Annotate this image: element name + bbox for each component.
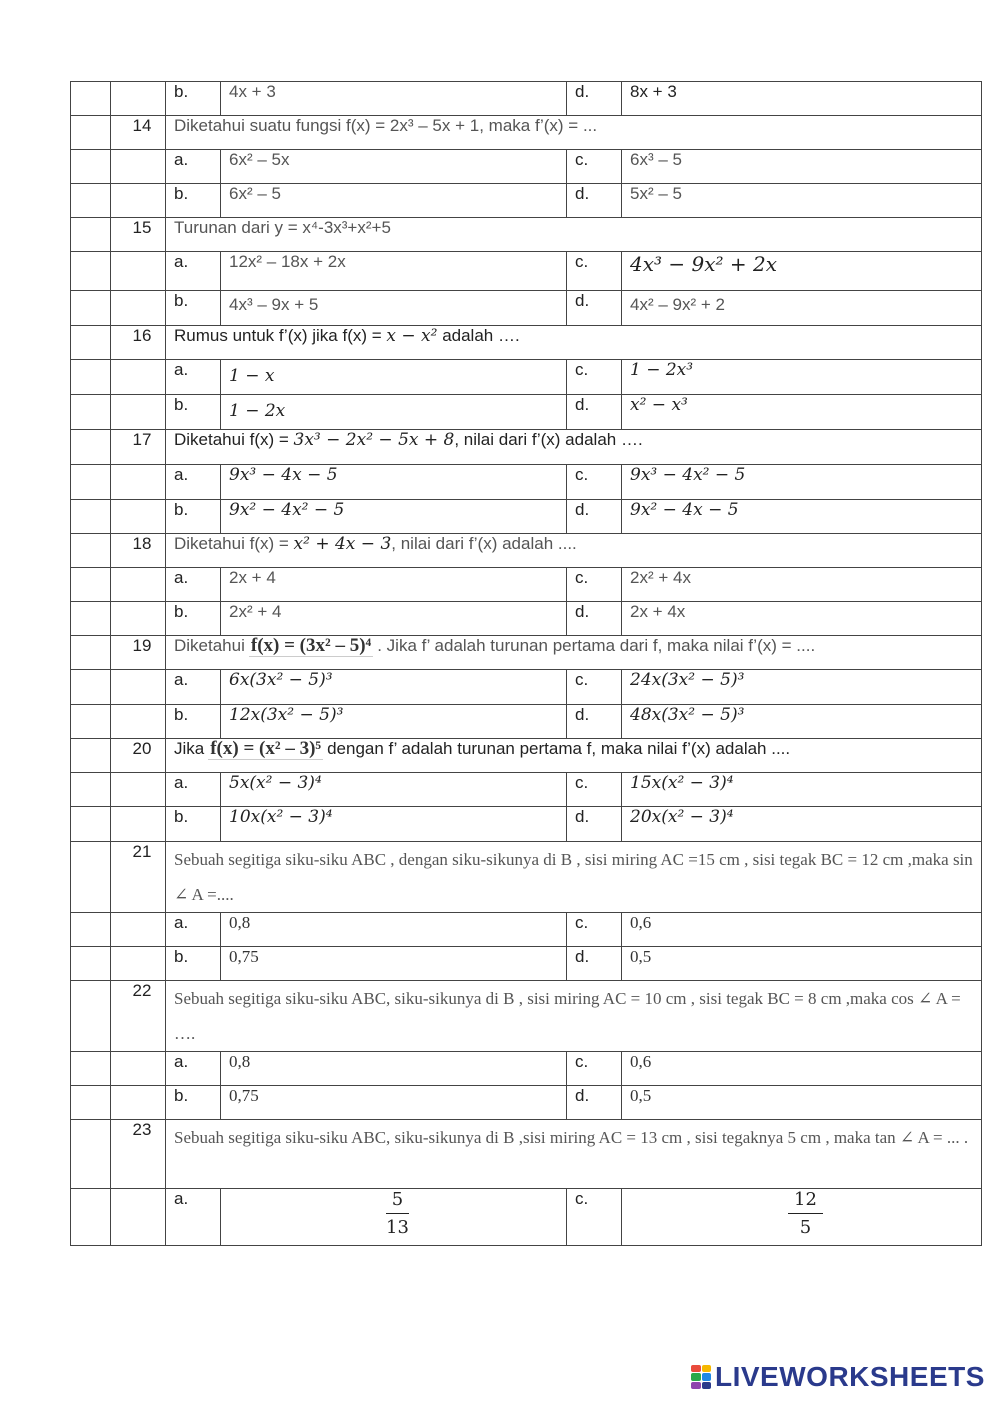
option-value: 6x³ – 5 bbox=[622, 150, 982, 184]
option-value: 9x² − 4x − 5 bbox=[622, 500, 982, 534]
option-label: b. bbox=[166, 705, 221, 739]
option-value: 4x² – 9x² + 2 bbox=[622, 291, 982, 326]
question-row bbox=[71, 430, 982, 465]
option-label: c. bbox=[567, 150, 622, 184]
option-label: a. bbox=[166, 913, 221, 947]
table-row bbox=[71, 1189, 982, 1246]
table-row bbox=[71, 184, 982, 218]
question-stem: Turunan dari y = x⁴-3x³+x²+5 bbox=[166, 218, 982, 252]
logo-mark-icon bbox=[691, 1365, 711, 1389]
option-label: a. bbox=[166, 465, 221, 500]
option-label: d. bbox=[567, 947, 622, 981]
table-row bbox=[71, 670, 982, 705]
option-value: 48x(3x² − 5)³ bbox=[622, 705, 982, 739]
question-row bbox=[71, 981, 982, 1052]
option-label: d. bbox=[567, 395, 622, 430]
option-value: 24x(3x² − 5)³ bbox=[622, 670, 982, 705]
table-row bbox=[71, 1052, 982, 1086]
option-label: c. bbox=[567, 1189, 622, 1246]
fraction: $\frac{5}{13}$ bbox=[386, 1189, 409, 1238]
option-value: 2x² + 4 bbox=[221, 602, 567, 636]
option-label: d. bbox=[567, 500, 622, 534]
option-value: 0,75 bbox=[221, 947, 567, 981]
table-row bbox=[71, 568, 982, 602]
option-value: 6x² – 5 bbox=[221, 184, 567, 218]
question-row bbox=[71, 534, 982, 568]
question-stem: Sebuah segitiga siku-siku ABC, siku-sikunya di B ,sisi miring AC = 13 cm , sisi tegaknya 5 cm , maka tan ∠ A = ... . bbox=[166, 1120, 982, 1189]
option-value: 10x(x² − 3)⁴ bbox=[221, 807, 567, 842]
option-label: b. bbox=[166, 184, 221, 218]
option-label: b. bbox=[166, 500, 221, 534]
question-number: 15 bbox=[111, 218, 166, 252]
option-value: 2x + 4 bbox=[221, 568, 567, 602]
option-label: a. bbox=[166, 568, 221, 602]
question-number: 18 bbox=[111, 534, 166, 568]
option-label: a. bbox=[166, 773, 221, 807]
option-value: 4x + 3 bbox=[221, 82, 567, 116]
question-row bbox=[71, 326, 982, 360]
option-label: b. bbox=[166, 807, 221, 842]
option-value: 0,6 bbox=[622, 913, 982, 947]
option-label: c. bbox=[567, 1052, 622, 1086]
option-value: 6x² – 5x bbox=[221, 150, 567, 184]
worksheet-table bbox=[70, 81, 982, 1246]
option-value: 12x(3x² − 5)³ bbox=[221, 705, 567, 739]
option-label: c. bbox=[567, 465, 622, 500]
option-label: a. bbox=[166, 1052, 221, 1086]
option-label: c. bbox=[567, 773, 622, 807]
table-row bbox=[71, 773, 982, 807]
option-label: c. bbox=[567, 670, 622, 705]
table-row bbox=[71, 395, 982, 430]
table-row bbox=[71, 705, 982, 739]
option-value: 0,6 bbox=[622, 1052, 982, 1086]
table-row bbox=[71, 360, 982, 395]
table-row bbox=[71, 500, 982, 534]
option-label: d. bbox=[567, 184, 622, 218]
option-value: 5x² – 5 bbox=[622, 184, 982, 218]
option-label: b. bbox=[166, 291, 221, 326]
option-value: 0,5 bbox=[622, 947, 982, 981]
option-value bbox=[622, 1189, 982, 1246]
option-label: d. bbox=[567, 602, 622, 636]
table-row bbox=[71, 602, 982, 636]
logo-text: LIVEWORKSHEETS bbox=[715, 1361, 985, 1392]
question-stem: Diketahui suatu fungsi f(x) = 2x³ – 5x + 1, maka f’(x) = ... bbox=[166, 116, 982, 150]
option-value: x² − x³ bbox=[622, 395, 982, 430]
question-number: 22 bbox=[111, 981, 166, 1052]
option-value: 2x² + 4x bbox=[622, 568, 982, 602]
option-label: a. bbox=[166, 150, 221, 184]
formula-image: f(x) = (3x² – 5)⁴ bbox=[250, 635, 372, 656]
option-label: d. bbox=[567, 807, 622, 842]
option-value: 20x(x² − 3)⁴ bbox=[622, 807, 982, 842]
option-value: 1 − x bbox=[221, 360, 567, 395]
option-label: a. bbox=[166, 670, 221, 705]
question-stem: Sebuah segitiga siku-siku ABC , dengan siku-sikunya di B , sisi miring AC =15 cm , sisi tegak BC = 12 cm ,maka sin ∠ A =.... bbox=[166, 842, 982, 913]
table-row bbox=[71, 807, 982, 842]
option-value: 5x(x² − 3)⁴ bbox=[221, 773, 567, 807]
question-number: 20 bbox=[111, 739, 166, 773]
fraction: $\frac{12}{5}$ bbox=[788, 1189, 823, 1239]
option-label: c. bbox=[567, 252, 622, 291]
question-row bbox=[71, 842, 982, 913]
question-row bbox=[71, 1120, 982, 1189]
option-value: 0,5 bbox=[622, 1086, 982, 1120]
option-value: 4x³ – 9x + 5 bbox=[221, 291, 567, 326]
question-number: 19 bbox=[111, 636, 166, 670]
question-number: 21 bbox=[111, 842, 166, 913]
option-value: 2x + 4x bbox=[622, 602, 982, 636]
option-value: 9x³ − 4x² − 5 bbox=[622, 465, 982, 500]
option-value: 8x + 3 bbox=[622, 82, 982, 116]
question-stem: Diketahui f(x) = (3x² – 5)⁴ . Jika f’ adalah turunan pertama dari f, maka nilai f’(x) = .... bbox=[166, 636, 982, 670]
option-value: 6x(3x² − 5)³ bbox=[221, 670, 567, 705]
table-row bbox=[71, 150, 982, 184]
option-label: a. bbox=[166, 360, 221, 395]
option-value: 9x³ − 4x − 5 bbox=[221, 465, 567, 500]
question-stem: Sebuah segitiga siku-siku ABC, siku-sikunya di B , sisi miring AC = 10 cm , sisi tegak BC = 8 cm ,maka cos ∠ A = …. bbox=[166, 981, 982, 1052]
option-value: 12x² – 18x + 2x bbox=[221, 252, 567, 291]
option-label: d. bbox=[567, 291, 622, 326]
option-value: 0,8 bbox=[221, 1052, 567, 1086]
option-label: a. bbox=[166, 252, 221, 291]
option-label: b. bbox=[166, 82, 221, 116]
table-row bbox=[71, 291, 982, 326]
option-value: 9x² − 4x² − 5 bbox=[221, 500, 567, 534]
option-label: c. bbox=[567, 913, 622, 947]
option-label: d. bbox=[567, 705, 622, 739]
question-stem: Rumus untuk f’(x) jika f(x) = x − x² adalah …. bbox=[166, 326, 982, 360]
liveworksheets-logo bbox=[691, 1362, 985, 1392]
option-label: d. bbox=[567, 1086, 622, 1120]
option-label: b. bbox=[166, 947, 221, 981]
option-label: c. bbox=[567, 360, 622, 395]
table-row bbox=[71, 82, 982, 116]
option-value bbox=[221, 1189, 567, 1246]
table-row bbox=[71, 913, 982, 947]
option-value: 4x³ − 9x² + 2x bbox=[622, 252, 982, 291]
question-stem: Diketahui f(x) = x² + 4x − 3, nilai dari f’(x) adalah .... bbox=[166, 534, 982, 568]
question-stem: Jika f(x) = (x² – 3)⁵ dengan f’ adalah turunan pertama f, maka nilai f’(x) adalah .... bbox=[166, 739, 982, 773]
option-value: 0,8 bbox=[221, 913, 567, 947]
table-row bbox=[71, 465, 982, 500]
question-number: 17 bbox=[111, 430, 166, 465]
option-label: b. bbox=[166, 602, 221, 636]
question-number: 23 bbox=[111, 1120, 166, 1189]
question-row bbox=[71, 739, 982, 773]
option-label: b. bbox=[166, 1086, 221, 1120]
option-label: c. bbox=[567, 568, 622, 602]
question-number: 16 bbox=[111, 326, 166, 360]
option-label: a. bbox=[166, 1189, 221, 1246]
option-value: 1 − 2x³ bbox=[622, 360, 982, 395]
question-row bbox=[71, 218, 982, 252]
question-stem: Diketahui f(x) = 3x³ − 2x² − 5x + 8, nilai dari f’(x) adalah …. bbox=[166, 430, 982, 465]
option-value: 0,75 bbox=[221, 1086, 567, 1120]
option-label: b. bbox=[166, 395, 221, 430]
question-row bbox=[71, 636, 982, 670]
table-row bbox=[71, 947, 982, 981]
question-number: 14 bbox=[111, 116, 166, 150]
option-value: 15x(x² − 3)⁴ bbox=[622, 773, 982, 807]
question-row bbox=[71, 116, 982, 150]
option-value: 1 − 2x bbox=[221, 395, 567, 430]
table-row bbox=[71, 252, 982, 291]
table-row bbox=[71, 1086, 982, 1120]
formula-image: f(x) = (x² – 3)⁵ bbox=[210, 738, 322, 759]
option-label: d. bbox=[567, 82, 622, 116]
